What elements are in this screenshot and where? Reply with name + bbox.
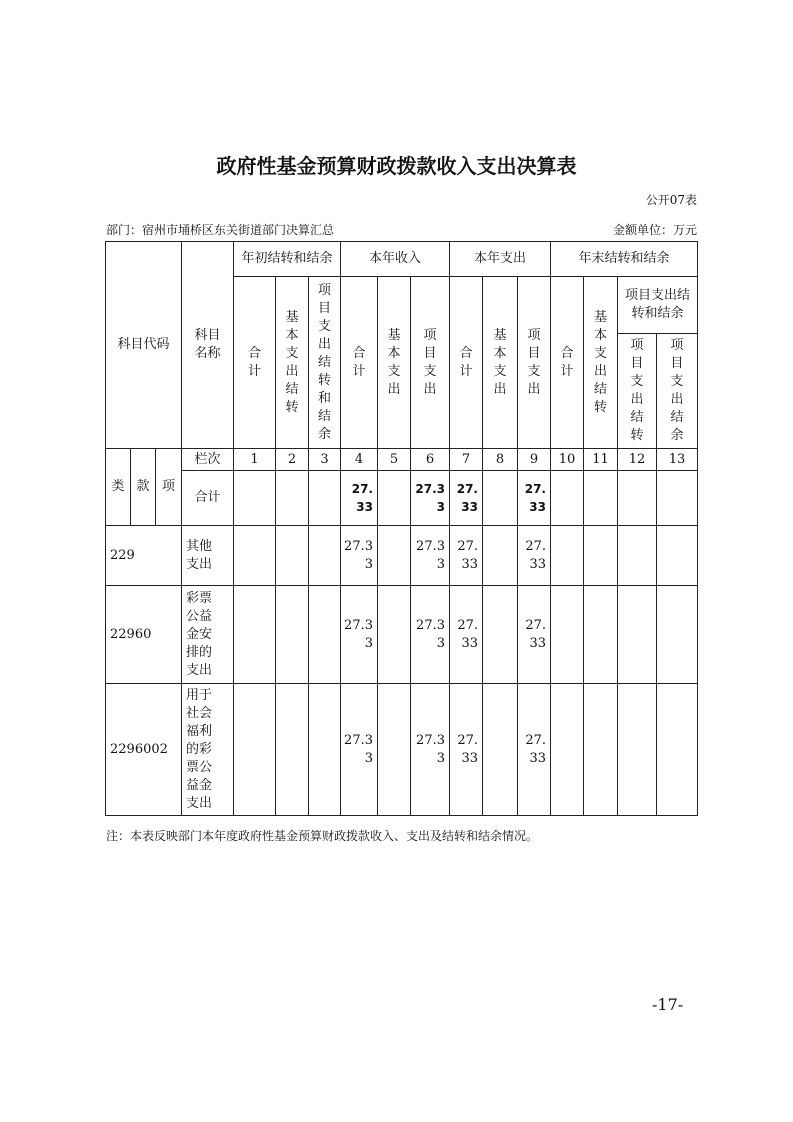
total-cell	[618, 471, 657, 526]
value-cell	[276, 684, 309, 816]
value-cell	[234, 586, 276, 684]
col-number: 9	[518, 449, 551, 471]
total-cell	[551, 471, 584, 526]
total-cell	[309, 471, 341, 526]
total-cell: 27.33	[341, 471, 378, 526]
table-number: 公开07表	[645, 193, 697, 207]
header-expenditure: 本年支出	[450, 242, 551, 277]
budget-table	[105, 241, 698, 816]
col-number: 2	[276, 449, 309, 471]
total-cell: 27.33	[518, 471, 551, 526]
header-basic-carry: 基本支出结转	[276, 277, 309, 449]
header-kuan: 款	[131, 449, 156, 526]
col-number: 1	[234, 449, 276, 471]
col-number: 5	[378, 449, 411, 471]
header-closing-balance: 年末结转和结余	[551, 242, 698, 277]
header-opening-balance: 年初结转和结余	[234, 242, 341, 277]
footnote: 注：本表反映部门本年度政府性基金预算财政拨款收入、支出及结转和结余情况。	[106, 829, 539, 843]
header-lanci: 栏次	[182, 449, 234, 471]
unit-label: 金额单位：万元	[612, 223, 697, 237]
value-cell	[657, 526, 698, 586]
value-cell	[276, 586, 309, 684]
page-number: -17-	[652, 995, 684, 1014]
header-proj-carry-bal: 项目支出结转和结余	[618, 277, 698, 334]
total-cell: 27.33	[450, 471, 483, 526]
value-cell	[378, 526, 411, 586]
value-cell	[309, 586, 341, 684]
header-code: 科目代码	[106, 242, 182, 449]
value-cell	[483, 684, 518, 816]
col-number: 3	[309, 449, 341, 471]
value-cell	[618, 526, 657, 586]
col-number: 8	[483, 449, 518, 471]
total-cell	[657, 471, 698, 526]
value-cell: 27.33	[341, 684, 378, 816]
header-total: 合计	[234, 277, 276, 449]
header-basic-exp: 基本支出	[483, 277, 518, 449]
table-row	[106, 684, 698, 816]
header-income: 本年收入	[341, 242, 450, 277]
value-cell	[584, 526, 618, 586]
col-number: 4	[341, 449, 378, 471]
header-proj-carry-bal: 项目支出结转和结余	[309, 277, 341, 449]
value-cell	[234, 684, 276, 816]
header-xiang: 项	[156, 449, 182, 526]
total-cell	[276, 471, 309, 526]
page-title: 政府性基金预算财政拨款收入支出决算表	[216, 154, 577, 178]
value-cell	[657, 684, 698, 816]
total-cell	[483, 471, 518, 526]
value-cell: 27.33	[411, 526, 450, 586]
value-cell	[309, 684, 341, 816]
value-cell	[657, 586, 698, 684]
value-cell	[483, 586, 518, 684]
value-cell	[551, 586, 584, 684]
row-name: 彩票公益金安排的支出	[182, 586, 234, 684]
row-code: 22960	[106, 586, 182, 684]
value-cell	[276, 526, 309, 586]
value-cell: 27.33	[341, 526, 378, 586]
table-row	[106, 526, 698, 586]
value-cell: 27.33	[518, 526, 551, 586]
total-label: 合计	[182, 471, 234, 526]
col-number: 10	[551, 449, 584, 471]
value-cell: 27.33	[450, 684, 483, 816]
col-number: 12	[618, 449, 657, 471]
total-cell	[378, 471, 411, 526]
total-cell: 27.33	[411, 471, 450, 526]
value-cell: 27.33	[450, 586, 483, 684]
total-cell	[584, 471, 618, 526]
total-cell	[234, 471, 276, 526]
row-name: 用于社会福利的彩票公益金支出	[182, 684, 234, 816]
value-cell: 27.33	[411, 586, 450, 684]
value-cell	[584, 684, 618, 816]
col-number: 11	[584, 449, 618, 471]
header-name: 科目名称	[182, 242, 234, 449]
total-row	[106, 471, 698, 526]
value-cell	[618, 586, 657, 684]
header-lei: 类	[106, 449, 131, 526]
col-number: 6	[411, 449, 450, 471]
value-cell	[584, 586, 618, 684]
value-cell	[378, 684, 411, 816]
value-cell	[551, 684, 584, 816]
value-cell	[618, 684, 657, 816]
value-cell	[483, 526, 518, 586]
header-basic-exp: 基本支出	[378, 277, 411, 449]
header-total: 合计	[450, 277, 483, 449]
header-proj-carry: 项目支出结转	[618, 334, 657, 449]
header-proj-exp: 项目支出	[518, 277, 551, 449]
value-cell	[378, 586, 411, 684]
table-row	[106, 586, 698, 684]
col-number: 13	[657, 449, 698, 471]
value-cell	[551, 526, 584, 586]
value-cell	[309, 526, 341, 586]
header-total: 合计	[551, 277, 584, 449]
row-name: 其他支出	[182, 526, 234, 586]
header-basic-carry: 基本支出结转	[584, 277, 618, 449]
row-code: 2296002	[106, 684, 182, 816]
value-cell: 27.33	[341, 586, 378, 684]
header-total: 合计	[341, 277, 378, 449]
row-code: 229	[106, 526, 182, 586]
value-cell: 27.33	[518, 586, 551, 684]
header-proj-exp: 项目支出	[411, 277, 450, 449]
value-cell: 27.33	[518, 684, 551, 816]
value-cell: 27.33	[450, 526, 483, 586]
header-proj-bal: 项目支出结余	[657, 334, 698, 449]
department-label: 部门：宿州市埇桥区东关街道部门决算汇总	[106, 223, 335, 237]
col-number: 7	[450, 449, 483, 471]
value-cell	[234, 526, 276, 586]
value-cell: 27.33	[411, 684, 450, 816]
